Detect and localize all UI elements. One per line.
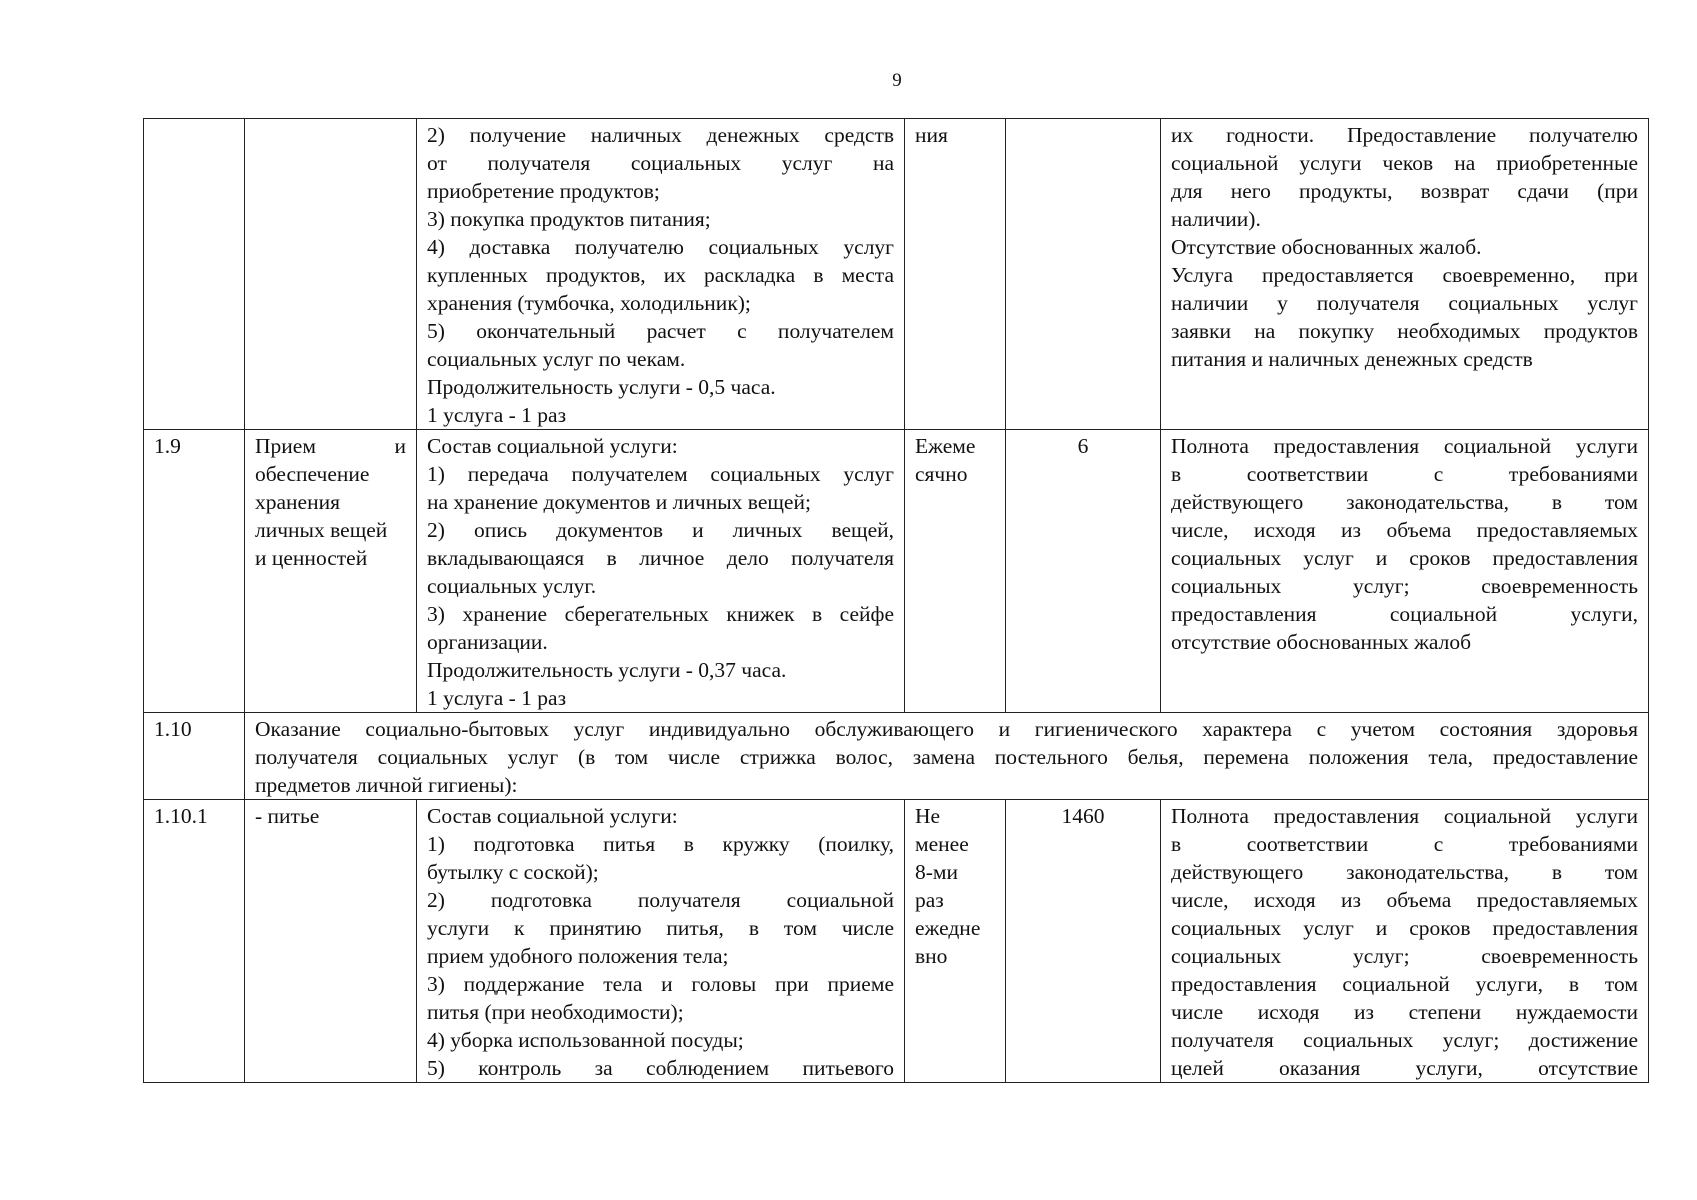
text-line: целей оказания услуги, отсутствие bbox=[1171, 1056, 1638, 1080]
text-line: 3) хранение сберегательных книжек в сейфе bbox=[427, 602, 894, 626]
text-line: Прием и bbox=[255, 434, 406, 458]
cell-quantity bbox=[1006, 119, 1161, 430]
cell-service-name bbox=[245, 119, 417, 430]
text-line: в соответствии с требованиями bbox=[1171, 832, 1638, 856]
page-number: 9 bbox=[892, 70, 902, 91]
text-line: 3) поддержание тела и головы при приеме bbox=[427, 972, 894, 996]
cell-quality-criteria bbox=[1161, 119, 1649, 430]
text-line: отсутствие обоснованных жалоб bbox=[1171, 630, 1472, 654]
cell-frequency bbox=[905, 430, 1006, 713]
text-line: Продолжительность услуги - 0,37 часа. bbox=[427, 658, 787, 682]
table-row-continued bbox=[144, 119, 1649, 430]
text-line: вкладывающаяся в личное дело получателя bbox=[427, 546, 894, 570]
cell-frequency bbox=[905, 800, 1006, 1083]
table-row-1-10 bbox=[144, 713, 1649, 800]
text-line: 5) окончательный расчет с получателем bbox=[427, 319, 894, 343]
text-line: Отсутствие обоснованных жалоб. bbox=[1171, 235, 1482, 259]
text-line: на хранение документов и личных вещей; bbox=[427, 490, 811, 514]
text-line: приобретение продуктов; bbox=[427, 179, 660, 203]
cell-frequency: ния bbox=[905, 119, 1006, 430]
text-line: Полнота предоставления социальной услуги bbox=[1171, 434, 1638, 458]
text-line: от получателя социальных услуг на bbox=[427, 151, 894, 175]
cell-service-name: - питье bbox=[245, 800, 417, 1083]
text-line: Оказание социально-бытовых услуг индивидуально обслуживающего и гигиенического характера с учетом состояния здоровья bbox=[255, 717, 1638, 741]
cell-quantity: 1460 bbox=[1006, 800, 1161, 1083]
cell-number bbox=[144, 119, 245, 430]
text-line: организации. bbox=[427, 630, 548, 654]
text-line: числе, исходя из объема предоставляемых bbox=[1171, 518, 1638, 542]
text-line: хранения bbox=[255, 490, 340, 514]
text-line: 5) контроль за соблюдением питьевого bbox=[427, 1056, 894, 1080]
text-line: Состав социальной услуги: bbox=[427, 804, 678, 828]
text-line: 2) опись документов и личных вещей, bbox=[427, 518, 894, 542]
text-line: предоставления социальной услуги, bbox=[1171, 602, 1638, 626]
text-line: раз bbox=[915, 888, 944, 912]
text-line: 1) передача получателем социальных услуг bbox=[427, 462, 894, 486]
text-line: сячно bbox=[915, 462, 968, 486]
text-line: заявки на покупку необходимых продуктов bbox=[1171, 319, 1638, 343]
text-line: социальных услуг; своевременность bbox=[1171, 944, 1638, 968]
text-line: наличии у получателя социальных услуг bbox=[1171, 291, 1638, 315]
text-line: Ежеме bbox=[915, 434, 976, 458]
text-line: 1 услуга - 1 раз bbox=[427, 403, 567, 427]
text-line: 1 услуга - 1 раз bbox=[427, 686, 567, 710]
text-line: 3) покупка продуктов питания; bbox=[427, 207, 711, 231]
text-line: 8-ми bbox=[915, 860, 959, 884]
text-line: социальной услуги чеков на приобретенные bbox=[1171, 151, 1638, 175]
cell-quality-criteria bbox=[1161, 800, 1649, 1083]
text-line: менее bbox=[915, 832, 969, 856]
text-line: питья (при необходимости); bbox=[427, 1000, 684, 1024]
text-line: для него продукты, возврат сдачи (при bbox=[1171, 179, 1638, 203]
text-line: предметов личной гигиены): bbox=[255, 773, 518, 797]
text-line: Состав социальной услуги: bbox=[427, 434, 678, 458]
services-table bbox=[143, 118, 1649, 1083]
text-line: действующего законодательства, в том bbox=[1171, 490, 1638, 514]
table-row-1-9 bbox=[144, 430, 1649, 713]
text-line: социальных услуг. bbox=[427, 574, 597, 598]
text-line: ежедне bbox=[915, 916, 981, 940]
cell-quality-criteria bbox=[1161, 430, 1649, 713]
text-line: 4) доставка получателю социальных услуг bbox=[427, 235, 894, 259]
cell-service-name bbox=[245, 430, 417, 713]
cell-number: 1.10.1 bbox=[144, 800, 245, 1083]
cell-service-description bbox=[417, 119, 905, 430]
text-line: Полнота предоставления социальной услуги bbox=[1171, 804, 1638, 828]
text-line: Не bbox=[915, 804, 941, 828]
text-line: социальных услуг и сроков предоставления bbox=[1171, 916, 1638, 940]
text-line: 2) подготовка получателя социальной bbox=[427, 888, 894, 912]
text-line: обеспечение bbox=[255, 462, 370, 486]
text-line: наличии). bbox=[1171, 207, 1261, 231]
text-line: Продолжительность услуги - 0,5 часа. bbox=[427, 375, 776, 399]
text-line: и ценностей bbox=[255, 546, 368, 570]
text-line: в соответствии с требованиями bbox=[1171, 462, 1638, 486]
cell-quantity: 6 bbox=[1006, 430, 1161, 713]
text-line: 2) получение наличных денежных средств bbox=[427, 123, 894, 147]
text-line: 1) подготовка питья в кружку (поилку, bbox=[427, 832, 894, 856]
text-line: социальных услуг по чекам. bbox=[427, 347, 686, 371]
text-line: личных вещей bbox=[255, 518, 388, 542]
text-line: прием удобного положения тела; bbox=[427, 944, 729, 968]
text-line: числе исходя из степени нуждаемости bbox=[1171, 1000, 1638, 1024]
cell-section-heading bbox=[245, 713, 1649, 800]
text-line: Услуга предоставляется своевременно, при bbox=[1171, 263, 1638, 287]
table-row-1-10-1 bbox=[144, 800, 1649, 1083]
text-line: числе, исходя из объема предоставляемых bbox=[1171, 888, 1638, 912]
text-line: получателя социальных услуг; достижение bbox=[1171, 1028, 1638, 1052]
text-line: 4) уборка использованной посуды; bbox=[427, 1028, 744, 1052]
text-line: получателя социальных услуг (в том числе стрижка волос, замена постельного белья, перемена положения тела, предоставление bbox=[255, 745, 1638, 769]
cell-service-description bbox=[417, 800, 905, 1083]
text-line: бутылку с соской); bbox=[427, 860, 599, 884]
text-line: действующего законодательства, в том bbox=[1171, 860, 1638, 884]
text-line: питания и наличных денежных средств bbox=[1171, 347, 1533, 371]
text-line: услуги к принятию питья, в том числе bbox=[427, 916, 894, 940]
text-line: предоставления социальной услуги, в том bbox=[1171, 972, 1638, 996]
cell-service-description bbox=[417, 430, 905, 713]
text-line: хранения (тумбочка, холодильник); bbox=[427, 291, 751, 315]
text-line: социальных услуг и сроков предоставления bbox=[1171, 546, 1638, 570]
text-line: вно bbox=[915, 944, 948, 968]
cell-number: 1.9 bbox=[144, 430, 245, 713]
cell-number: 1.10 bbox=[144, 713, 245, 800]
text-line: их годности. Предоставление получателю bbox=[1171, 123, 1638, 147]
text-line: купленных продуктов, их раскладка в места bbox=[427, 263, 894, 287]
text-line: социальных услуг; своевременность bbox=[1171, 574, 1638, 598]
